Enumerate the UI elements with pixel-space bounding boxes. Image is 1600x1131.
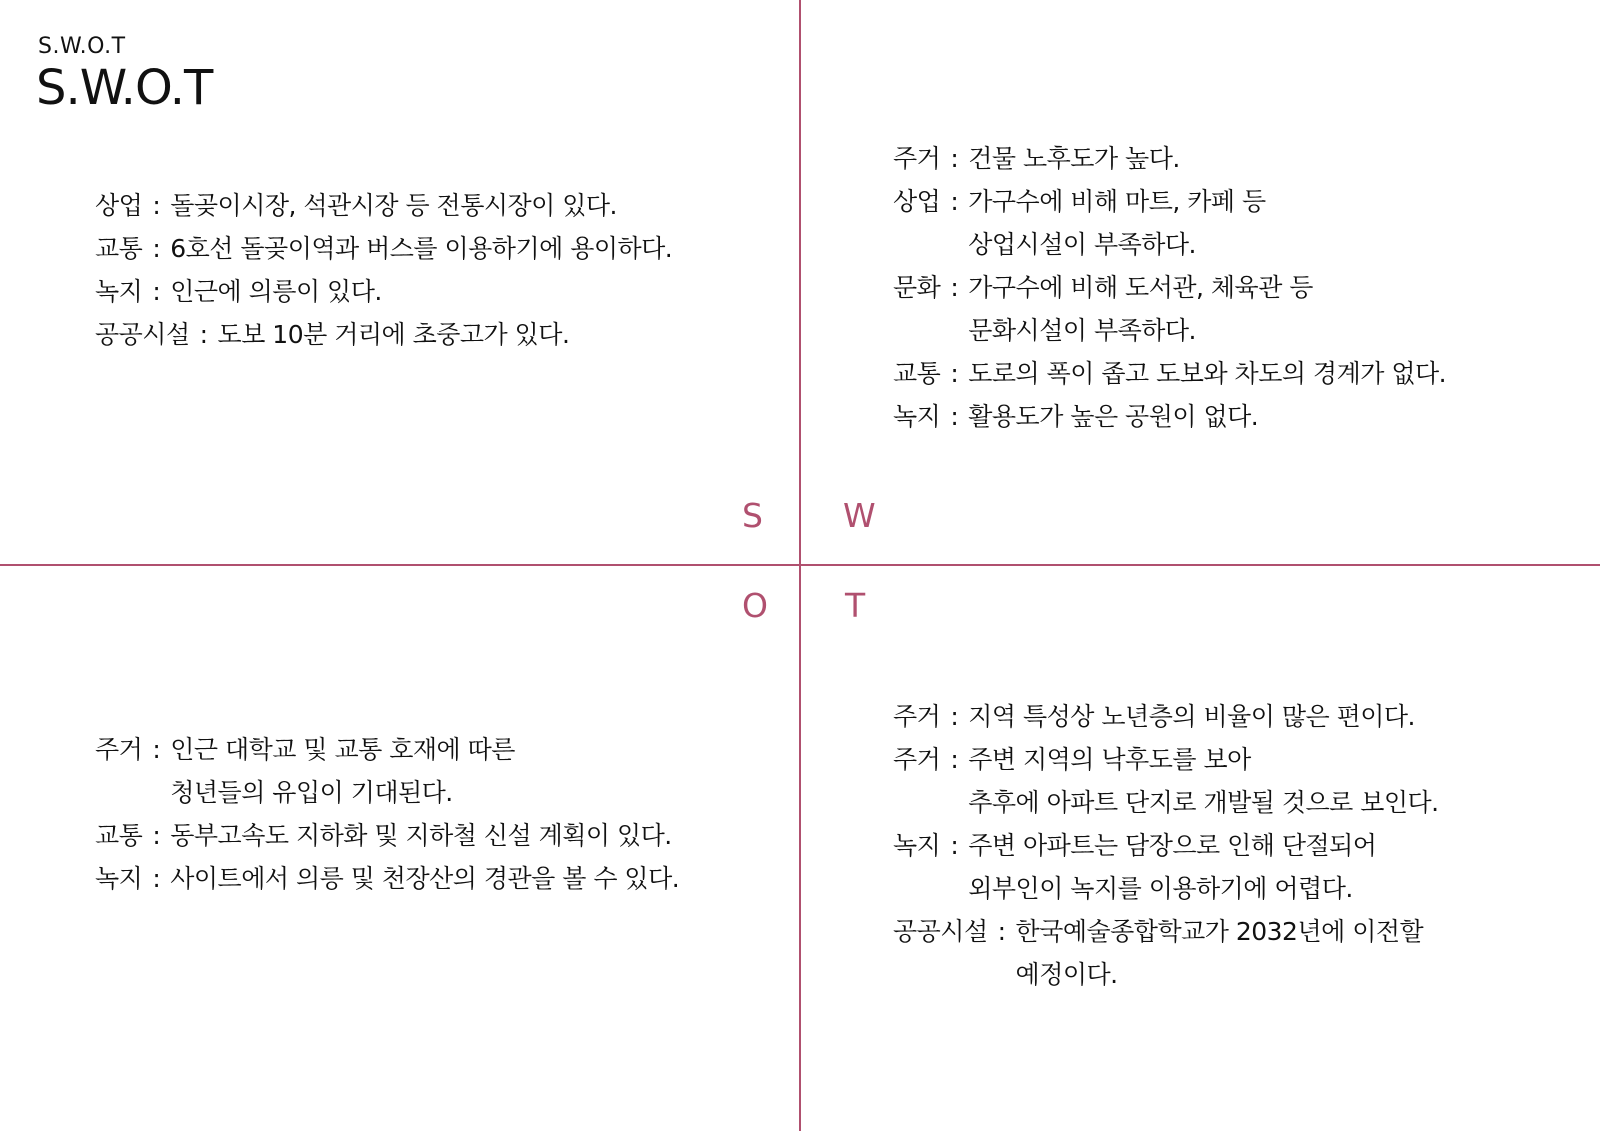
item-separator: : — [950, 144, 959, 173]
item-separator: : — [950, 402, 959, 431]
opportunities-letter: O — [742, 586, 768, 625]
item-separator: : — [950, 745, 959, 774]
item-label: 주거 — [893, 702, 941, 731]
swot-item — [95, 857, 679, 900]
item-separator: : — [950, 359, 959, 388]
page-title: S.W.O.T — [36, 60, 213, 116]
item-text-line: 건물 노후도가 높다. — [968, 144, 1180, 173]
item-text — [218, 313, 570, 356]
item-text — [170, 270, 382, 313]
item-text — [968, 180, 1265, 266]
item-separator: : — [152, 277, 161, 306]
strengths-quadrant — [95, 184, 672, 356]
swot-item — [893, 910, 1439, 996]
item-text — [968, 137, 1180, 180]
swot-item — [893, 695, 1439, 738]
item-separator: : — [199, 320, 208, 349]
item-text-line: 한국예술종합학교가 2032년에 이전할 — [1015, 917, 1424, 946]
item-label: 공공시설 — [893, 917, 988, 946]
item-text — [170, 857, 679, 900]
item-text — [170, 728, 515, 814]
item-text-line: 예정이다. — [1015, 960, 1118, 989]
item-text-line: 주변 지역의 낙후도를 보아 — [968, 745, 1251, 774]
swot-item — [95, 227, 672, 270]
item-text-line: 인근에 의릉이 있다. — [170, 277, 382, 306]
threats-letter: T — [845, 586, 866, 625]
item-text-line: 가구수에 비해 마트, 카페 등 — [968, 187, 1266, 216]
item-separator: : — [950, 831, 959, 860]
swot-item — [893, 266, 1446, 352]
item-label: 녹지 — [95, 864, 143, 893]
item-separator: : — [152, 735, 161, 764]
item-text — [170, 227, 672, 270]
item-text-line: 외부인이 녹지를 이용하기에 어렵다. — [968, 874, 1353, 903]
item-text-line: 돌곶이시장, 석관시장 등 전통시장이 있다. — [170, 191, 617, 220]
item-text-line: 활용도가 높은 공원이 없다. — [968, 402, 1259, 431]
item-label: 교통 — [95, 821, 143, 850]
item-label: 문화 — [893, 273, 941, 302]
swot-item — [95, 270, 672, 313]
item-separator: : — [152, 234, 161, 263]
item-label: 녹지 — [893, 402, 941, 431]
swot-item — [893, 395, 1446, 438]
item-separator: : — [997, 917, 1006, 946]
swot-item — [893, 180, 1446, 266]
item-separator: : — [950, 273, 959, 302]
item-text-line: 주변 아파트는 담장으로 인해 단절되어 — [968, 831, 1377, 860]
strengths-letter: S — [742, 496, 763, 535]
swot-item — [95, 184, 672, 227]
item-text — [170, 814, 671, 857]
swot-item — [95, 313, 672, 356]
item-separator: : — [950, 187, 959, 216]
item-text-line: 추후에 아파트 단지로 개발될 것으로 보인다. — [968, 788, 1439, 817]
swot-item — [893, 137, 1446, 180]
item-text-line: 6호선 돌곶이역과 버스를 이용하기에 용이하다. — [170, 234, 673, 263]
item-text-line: 청년들의 유입이 기대된다. — [170, 778, 453, 807]
item-text — [968, 352, 1446, 395]
item-text-line: 도보 10분 거리에 초중고가 있다. — [217, 320, 570, 349]
item-label: 주거 — [893, 745, 941, 774]
item-text-line: 가구수에 비해 도서관, 체육관 등 — [968, 273, 1313, 302]
item-text-line: 상업시설이 부족하다. — [968, 230, 1196, 259]
item-text — [968, 695, 1415, 738]
item-separator: : — [152, 864, 161, 893]
swot-item — [893, 352, 1446, 395]
item-label: 교통 — [893, 359, 941, 388]
swot-item — [95, 814, 679, 857]
item-text — [968, 266, 1313, 352]
opportunities-quadrant — [95, 728, 679, 900]
item-label: 상업 — [95, 191, 143, 220]
swot-item — [893, 738, 1439, 824]
item-text — [1016, 910, 1424, 996]
item-text-line: 지역 특성상 노년층의 비율이 많은 편이다. — [968, 702, 1415, 731]
item-label: 상업 — [893, 187, 941, 216]
item-label: 공공시설 — [95, 320, 190, 349]
swot-item — [893, 824, 1439, 910]
item-label: 녹지 — [95, 277, 143, 306]
item-label: 주거 — [893, 144, 941, 173]
item-text — [170, 184, 617, 227]
item-separator: : — [950, 702, 959, 731]
item-label: 주거 — [95, 735, 143, 764]
item-separator: : — [152, 821, 161, 850]
weaknesses-letter: W — [843, 496, 876, 535]
horizontal-divider — [0, 564, 1600, 566]
item-text-line: 도로의 폭이 좁고 도보와 차도의 경계가 없다. — [968, 359, 1447, 388]
item-text-line: 사이트에서 의릉 및 천장산의 경관을 볼 수 있다. — [170, 864, 680, 893]
item-label: 녹지 — [893, 831, 941, 860]
item-text — [968, 395, 1258, 438]
item-text — [968, 738, 1438, 824]
swot-item — [95, 728, 679, 814]
item-text-line: 인근 대학교 및 교통 호재에 따른 — [170, 735, 515, 764]
item-text-line: 문화시설이 부족하다. — [968, 316, 1196, 345]
weaknesses-quadrant — [893, 137, 1446, 438]
item-separator: : — [152, 191, 161, 220]
threats-quadrant — [893, 695, 1439, 996]
item-label: 교통 — [95, 234, 143, 263]
item-text — [968, 824, 1376, 910]
item-text-line: 동부고속도 지하화 및 지하철 신설 계획이 있다. — [170, 821, 672, 850]
page-subtitle: S.W.O.T — [38, 34, 126, 59]
